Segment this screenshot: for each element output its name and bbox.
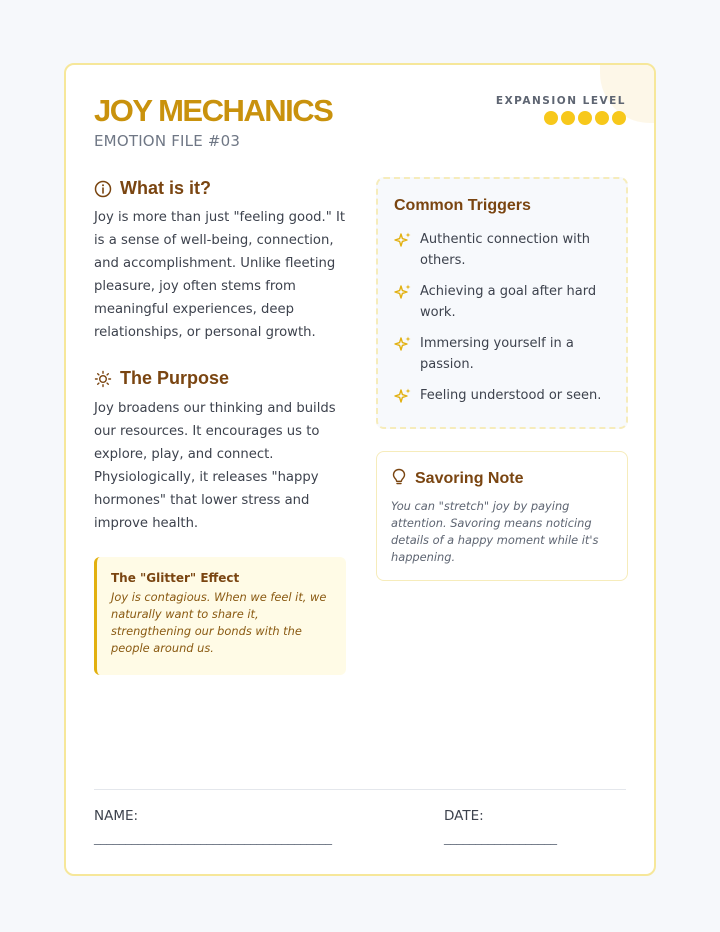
sparkles-icon xyxy=(394,387,412,405)
section-what-is-it-heading xyxy=(94,178,211,199)
footer-divider xyxy=(94,789,626,790)
expansion-level-dots xyxy=(544,111,626,125)
purpose-body: Joy broadens our thinking and builds our resources. It encourages us to explore, play, and connect. Physiologically, it releases "happy hormones" that lower stress and improve health. xyxy=(94,401,336,531)
triggers-heading: Common Triggers xyxy=(394,197,531,214)
savoring-body: You can "stretch" joy by paying attention. Savoring means noticing details of a happy moment while it's happening. xyxy=(391,499,599,564)
expansion-level-label: EXPANSION LEVEL xyxy=(495,95,626,107)
savoring-heading-row xyxy=(391,468,613,490)
glitter-effect-callout xyxy=(94,557,346,675)
glitter-heading: The "Glitter" Effect xyxy=(111,571,240,585)
savoring-note-box xyxy=(376,451,628,581)
list-item xyxy=(394,333,610,375)
trigger-text: Authentic connection with others. xyxy=(420,232,591,268)
page-subtitle: EMOTION FILE #03 xyxy=(94,132,241,150)
sun-icon xyxy=(94,370,112,388)
info-circle-icon xyxy=(94,180,112,198)
page-title: JOY MECHANICS xyxy=(94,93,333,128)
lightbulb-icon xyxy=(391,468,407,490)
level-dot xyxy=(544,111,558,125)
name-field[interactable] xyxy=(94,805,332,849)
trigger-text: Achieving a goal after hard work. xyxy=(420,284,597,320)
level-dot xyxy=(612,111,626,125)
worksheet-page xyxy=(64,63,656,876)
what-is-it-body: Joy is more than just "feeling good." It is a sense of well-being, connection, and accomplishment. Unlike fleeting pleasure, joy often stems from meaningful experiences, deep relationships, or personal growth. xyxy=(94,210,346,340)
what-is-it-heading: What is it? xyxy=(120,178,211,198)
list-item xyxy=(394,385,610,406)
trigger-text: Immersing yourself in a passion. xyxy=(420,336,574,372)
date-field[interactable] xyxy=(444,805,557,849)
date-line: __________________ xyxy=(444,830,557,846)
section-purpose-heading xyxy=(94,368,229,389)
sparkles-icon xyxy=(394,283,412,301)
list-item xyxy=(394,281,610,323)
savoring-heading: Savoring Note xyxy=(415,470,524,487)
trigger-text: Feeling understood or seen. xyxy=(420,388,602,403)
level-dot xyxy=(561,111,575,125)
level-dot xyxy=(595,111,609,125)
sparkles-icon xyxy=(394,335,412,353)
list-item xyxy=(394,229,610,271)
date-label: DATE: xyxy=(444,808,484,824)
level-dot xyxy=(578,111,592,125)
common-triggers-box xyxy=(376,177,628,429)
purpose-heading: The Purpose xyxy=(120,368,230,388)
sparkles-icon xyxy=(394,231,412,249)
name-line: ______________________________________ xyxy=(94,830,332,846)
name-label: NAME: xyxy=(94,808,139,824)
glitter-body: Joy is contagious. When we feel it, we naturally want to share it, strengthening our bonds with the people around us. xyxy=(111,590,327,655)
